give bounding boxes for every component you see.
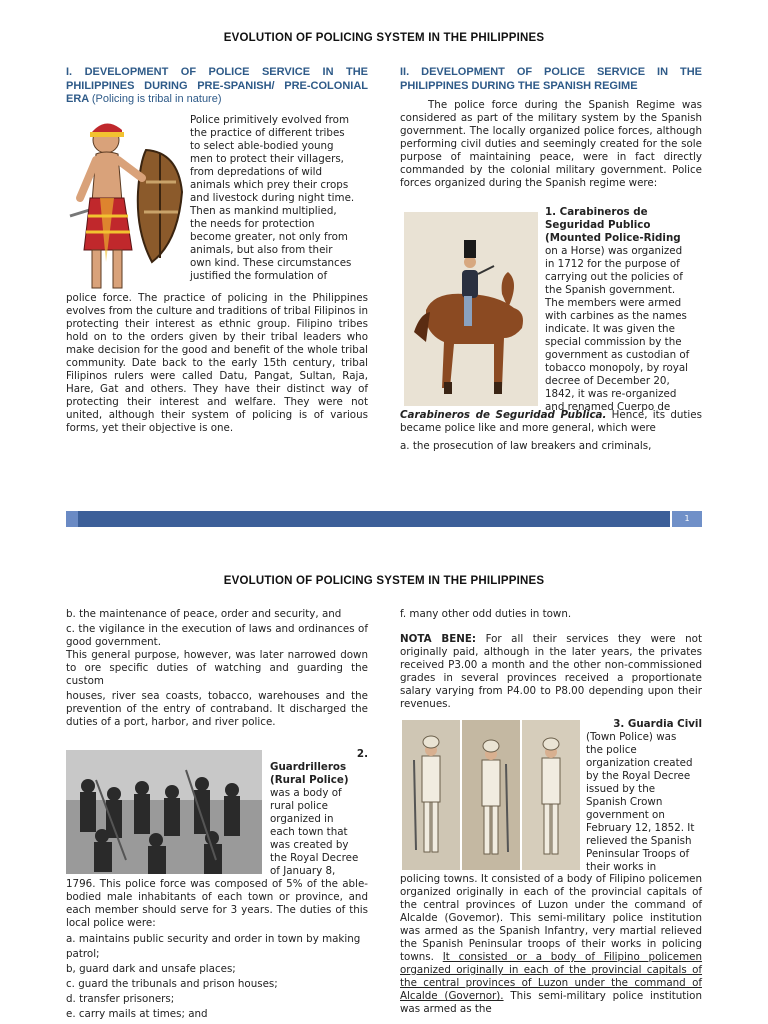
list-item: b, guard dark and unsafe places; xyxy=(66,963,236,975)
wrap-line: Then as mankind multiplied, xyxy=(190,205,337,217)
guardrilleros-duties-list xyxy=(66,932,368,1022)
wrap-line: their works in xyxy=(586,861,657,873)
wrap-line: 2. xyxy=(356,748,368,760)
section-heading-pre-spanish xyxy=(66,66,368,107)
wrap-line: the Spanish government. xyxy=(545,284,676,296)
wrap-line: each town that xyxy=(270,826,348,838)
section-heading-spanish-regime: II. DEVELOPMENT OF POLICE SERVICE IN THE PHILIPPINES DURING THE SPANISH REGIME xyxy=(400,66,702,92)
pre-spanish-full-text xyxy=(66,292,368,435)
wrap-line: on a Horse) was organized xyxy=(545,245,683,257)
guardrilleros-continued xyxy=(66,878,368,1022)
intro-paragraph: The police force during the Spanish Regime was considered as part of the military system by the Spanish government. The locally organized police forces, although performing civil duties and seemingly created for the sole purpose of maintaining peace, were in fact directly commanded by the colonial military government. Police forces organized during the Spanish regime were: xyxy=(400,99,702,189)
nota-bene-label: NOTA BENE: xyxy=(400,633,477,645)
footer-bar-accent xyxy=(66,511,78,527)
wrap-line: become greater, not only from xyxy=(190,231,348,243)
wrap-line: men to protect their villagers, xyxy=(190,153,344,165)
wrap-line: (Rural Police) xyxy=(270,774,349,786)
page-title-2: EVOLUTION OF POLICING SYSTEM IN THE PHILIPPINES xyxy=(223,575,545,587)
guardrilleros-cont-paragraph: 1796. This police force was composed of 5% of the able-bodied male inhabitants of each town or province, and each member should serve for 3 years. The duties of this local police were: xyxy=(66,878,368,929)
wrap-line: government as custodian of xyxy=(545,349,690,361)
heading-text: I. DEVELOPMENT OF POLICE SERVICE IN THE PHILIPPINES DURING PRE-SPANISH/ PRE-COLONIAL ERA xyxy=(66,66,368,105)
cont-text: Hence, its duties became police like and more general, which were xyxy=(400,409,702,434)
wrap-line: Peninsular Troops of xyxy=(586,848,690,860)
wrap-line: 1842, it was re-organized xyxy=(545,388,677,400)
wrap-line: special commission by the xyxy=(545,336,682,348)
cuerpo-name: Carabineros de Seguridad Publica. xyxy=(400,409,607,421)
underlined-text: It consisted or a body of Filipino policemen organized originally in each of the provincial capitals of the central provinces of Luzon under the command of Alcalde (Governor). xyxy=(400,951,702,1002)
list-item: c. guard the tribunals and prison houses; xyxy=(66,978,278,990)
wrap-line: relieved the Spanish xyxy=(586,835,692,847)
wrap-line: Spanish Crown xyxy=(586,796,663,808)
wrap-line: indicate. It was given the xyxy=(545,323,675,335)
footer-bar xyxy=(66,511,670,527)
wrap-line: and livestock during night time. xyxy=(190,192,355,204)
tribal-warrior-illustration xyxy=(66,112,186,298)
wrap-line: The members were armed xyxy=(545,297,682,309)
wrap-line: carrying out the policies of xyxy=(545,271,683,283)
nota-bene-paragraph xyxy=(400,633,702,711)
guardrilleros-group-photo xyxy=(66,750,262,874)
wrap-line: organization created xyxy=(586,757,693,769)
wrap-line: and renamed Cuerpo de xyxy=(545,401,671,413)
duty-item-f: f. many other odd duties in town. xyxy=(400,608,572,620)
guardia-civil-wrapped-text xyxy=(586,718,702,874)
wrap-line: Seguridad Publico xyxy=(545,219,651,231)
duty-item-a: a. the prosecution of law breakers and criminals, xyxy=(400,440,652,452)
page-title: EVOLUTION OF POLICING SYSTEM IN THE PHILIPPINES xyxy=(223,32,545,44)
wrap-line: tobacco monopoly, by royal xyxy=(545,362,689,374)
custom-houses-paragraph: houses, river sea coasts, tobacco, warehouses and the prevention of the entry of contraband. It discharged the duties of a port, harbor, and river police. xyxy=(66,690,368,728)
wrap-line: of January 8, xyxy=(270,865,336,877)
wrap-line: justified the formulation of xyxy=(190,270,328,282)
wrap-line: issued by the xyxy=(586,783,656,795)
page2-right-top xyxy=(400,608,702,711)
last-line: This semi-military police institution was armed as the xyxy=(400,990,702,1015)
wrap-line: with carbines as the names xyxy=(545,310,687,322)
wrap-line: organized in xyxy=(270,813,334,825)
mounted-carabinero-painting xyxy=(404,212,538,406)
cont-text: policing towns. It consisted of a body of Filipino policemen organized originally in each of the provincial capitals of the central provinces of Luzon under the command of Alcalde (Govemor). This semi-military police institution was armed as the Spanish Infantry, very martial relieved the Spanish Peninsular troops of their works in policing towns. xyxy=(400,873,702,963)
list-item: d. transfer prisoners; xyxy=(66,993,175,1005)
wrap-line: rural police xyxy=(270,800,328,812)
wrap-line: animals, but also from their xyxy=(190,244,333,256)
carabineros-cont-paragraph xyxy=(400,409,702,435)
pre-spanish-wrapped-text xyxy=(190,114,368,283)
guardrilleros-wrapped-text xyxy=(270,748,368,878)
list-item: e. carry mails at times; and xyxy=(66,1008,208,1020)
duty-item-c: c. the vigilance in the execution of laws and ordinances of good government. xyxy=(66,623,368,648)
page-number-badge: 1 xyxy=(672,511,702,527)
wrap-line: animals which prey their crops xyxy=(190,179,349,191)
wrap-line: the needs for protection xyxy=(190,218,315,230)
wrap-line: February 12, 1852. It xyxy=(586,822,695,834)
heading-subtext: (Policing is tribal in nature) xyxy=(91,93,222,105)
page2-left-top xyxy=(66,608,368,729)
pre-spanish-paragraph: police force. The practice of policing in the Philippines evolves from the culture and traditions of tribal Filipinos in protecting their interest as ethnic group. Filipino tribes hold on to the orders given by their tribal leaders who make decision for the good and benefit of the whole tribal community. Date back to the early 15th century, tribal Filipinos rulers were called Datu, Pangat, Sultan, Raja, Hare, Gat and others. They have their distinct way of protecting their interest and welfare. They were not united, although their system of policing is of various forms, yet their objective is one. xyxy=(66,292,368,434)
spanish-regime-intro xyxy=(400,99,702,190)
wrap-line: in 1712 for the purpose of xyxy=(545,258,680,270)
wrap-line: the practice of different tribes xyxy=(190,127,345,139)
list-item: a. maintains public security and order in town by making patrol; xyxy=(66,933,361,960)
wrap-line: own kind. These circumstances xyxy=(190,257,352,269)
wrap-line: decree of December 20, xyxy=(545,375,670,387)
guardia-civil-continued xyxy=(400,873,702,1016)
nota-bene-text: For all their services they were not originally paid, although in the later years, the privates received P3.00 a month and the other non-commissioned grades in several provinces received a proportionate salary varying from P4.00 to P8.00 depending upon their revenues. xyxy=(400,633,702,710)
wrap-line: by the Royal Decree xyxy=(586,770,691,782)
general-purpose-paragraph: This general purpose, however, was later narrowed down to ore specific duties of watching and guarding the custom xyxy=(66,649,368,687)
wrap-line: the police xyxy=(586,744,637,756)
wrap-line: was a body of xyxy=(270,787,342,799)
wrap-line: Police primitively evolved from xyxy=(190,114,349,126)
wrap-line: was created by xyxy=(270,839,349,851)
duty-item-b: b. the maintenance of peace, order and security, and xyxy=(66,608,342,620)
wrap-line: (Town Police) was xyxy=(586,731,677,743)
wrap-line: (Mounted Police-Riding xyxy=(545,232,681,244)
wrap-line: 3. Guardia Civil xyxy=(613,718,702,730)
carabineros-wrapped-text xyxy=(545,206,702,414)
wrap-line: government on xyxy=(586,809,665,821)
wrap-line: 1. Carabineros de xyxy=(545,206,648,218)
guardia-civil-uniform-photos xyxy=(402,720,580,870)
wrap-line: to select able-bodied young xyxy=(190,140,334,152)
guardia-civil-paragraph xyxy=(400,873,702,1016)
wrap-line: from depredations of wild xyxy=(190,166,323,178)
carabineros-continued xyxy=(400,409,702,453)
wrap-line: Guardrilleros xyxy=(270,761,347,773)
wrap-line: the Royal Decree xyxy=(270,852,359,864)
